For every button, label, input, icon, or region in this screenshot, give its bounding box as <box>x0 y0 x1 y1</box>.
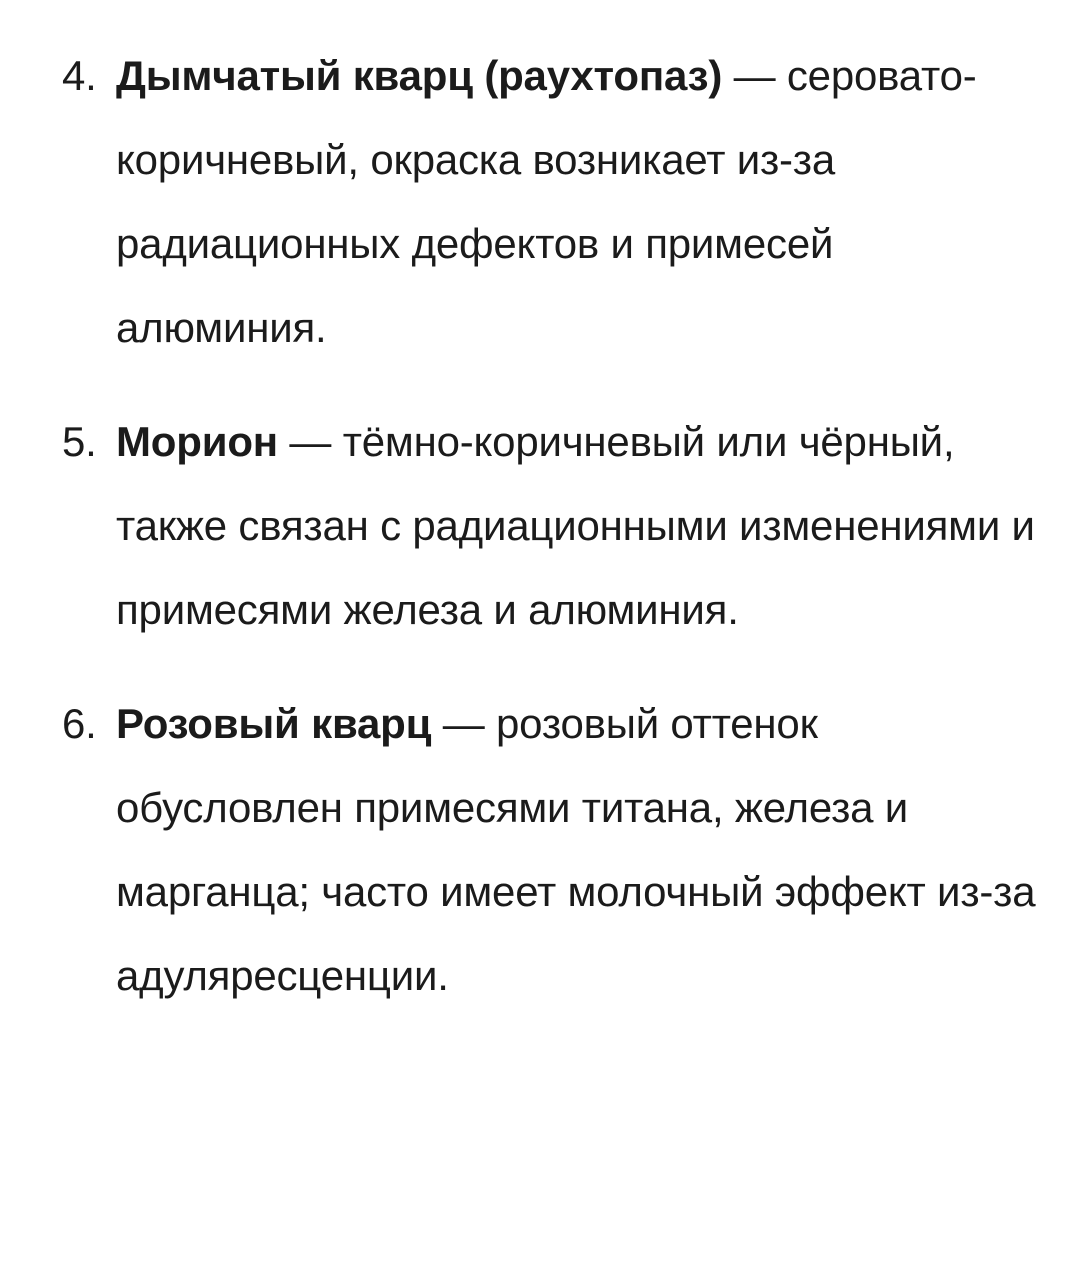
list-item-number: 6. <box>62 700 97 747</box>
quartz-varieties-list <box>62 34 1040 1018</box>
list-item-description: серовато-коричневый, окраска возникает из-за радиационных дефектов и примесей алюминия. <box>116 52 977 351</box>
list-item-separator: — <box>431 700 497 747</box>
list-item-number: 5. <box>62 418 97 465</box>
list-item <box>62 34 1040 370</box>
list-item-term: Морион <box>116 418 278 465</box>
list-item-description: тёмно-коричневый или чёрный, также связан с радиационными изменениями и примесями железа и алюминия. <box>116 418 1035 633</box>
list-item-term: Дымчатый кварц (раухтопаз) <box>116 52 723 99</box>
list-item-term: Розовый кварц <box>116 700 432 747</box>
list-item <box>62 400 1040 652</box>
list-item-separator: — <box>277 418 343 465</box>
list-item-separator: — <box>722 52 787 99</box>
list-item <box>62 682 1040 1018</box>
list-item-number: 4. <box>62 52 97 99</box>
list-item-description: розовый оттенок обусловлен примесями титана, железа и марганца; часто имеет молочный эффект из-за адуляресценции. <box>116 700 1036 999</box>
